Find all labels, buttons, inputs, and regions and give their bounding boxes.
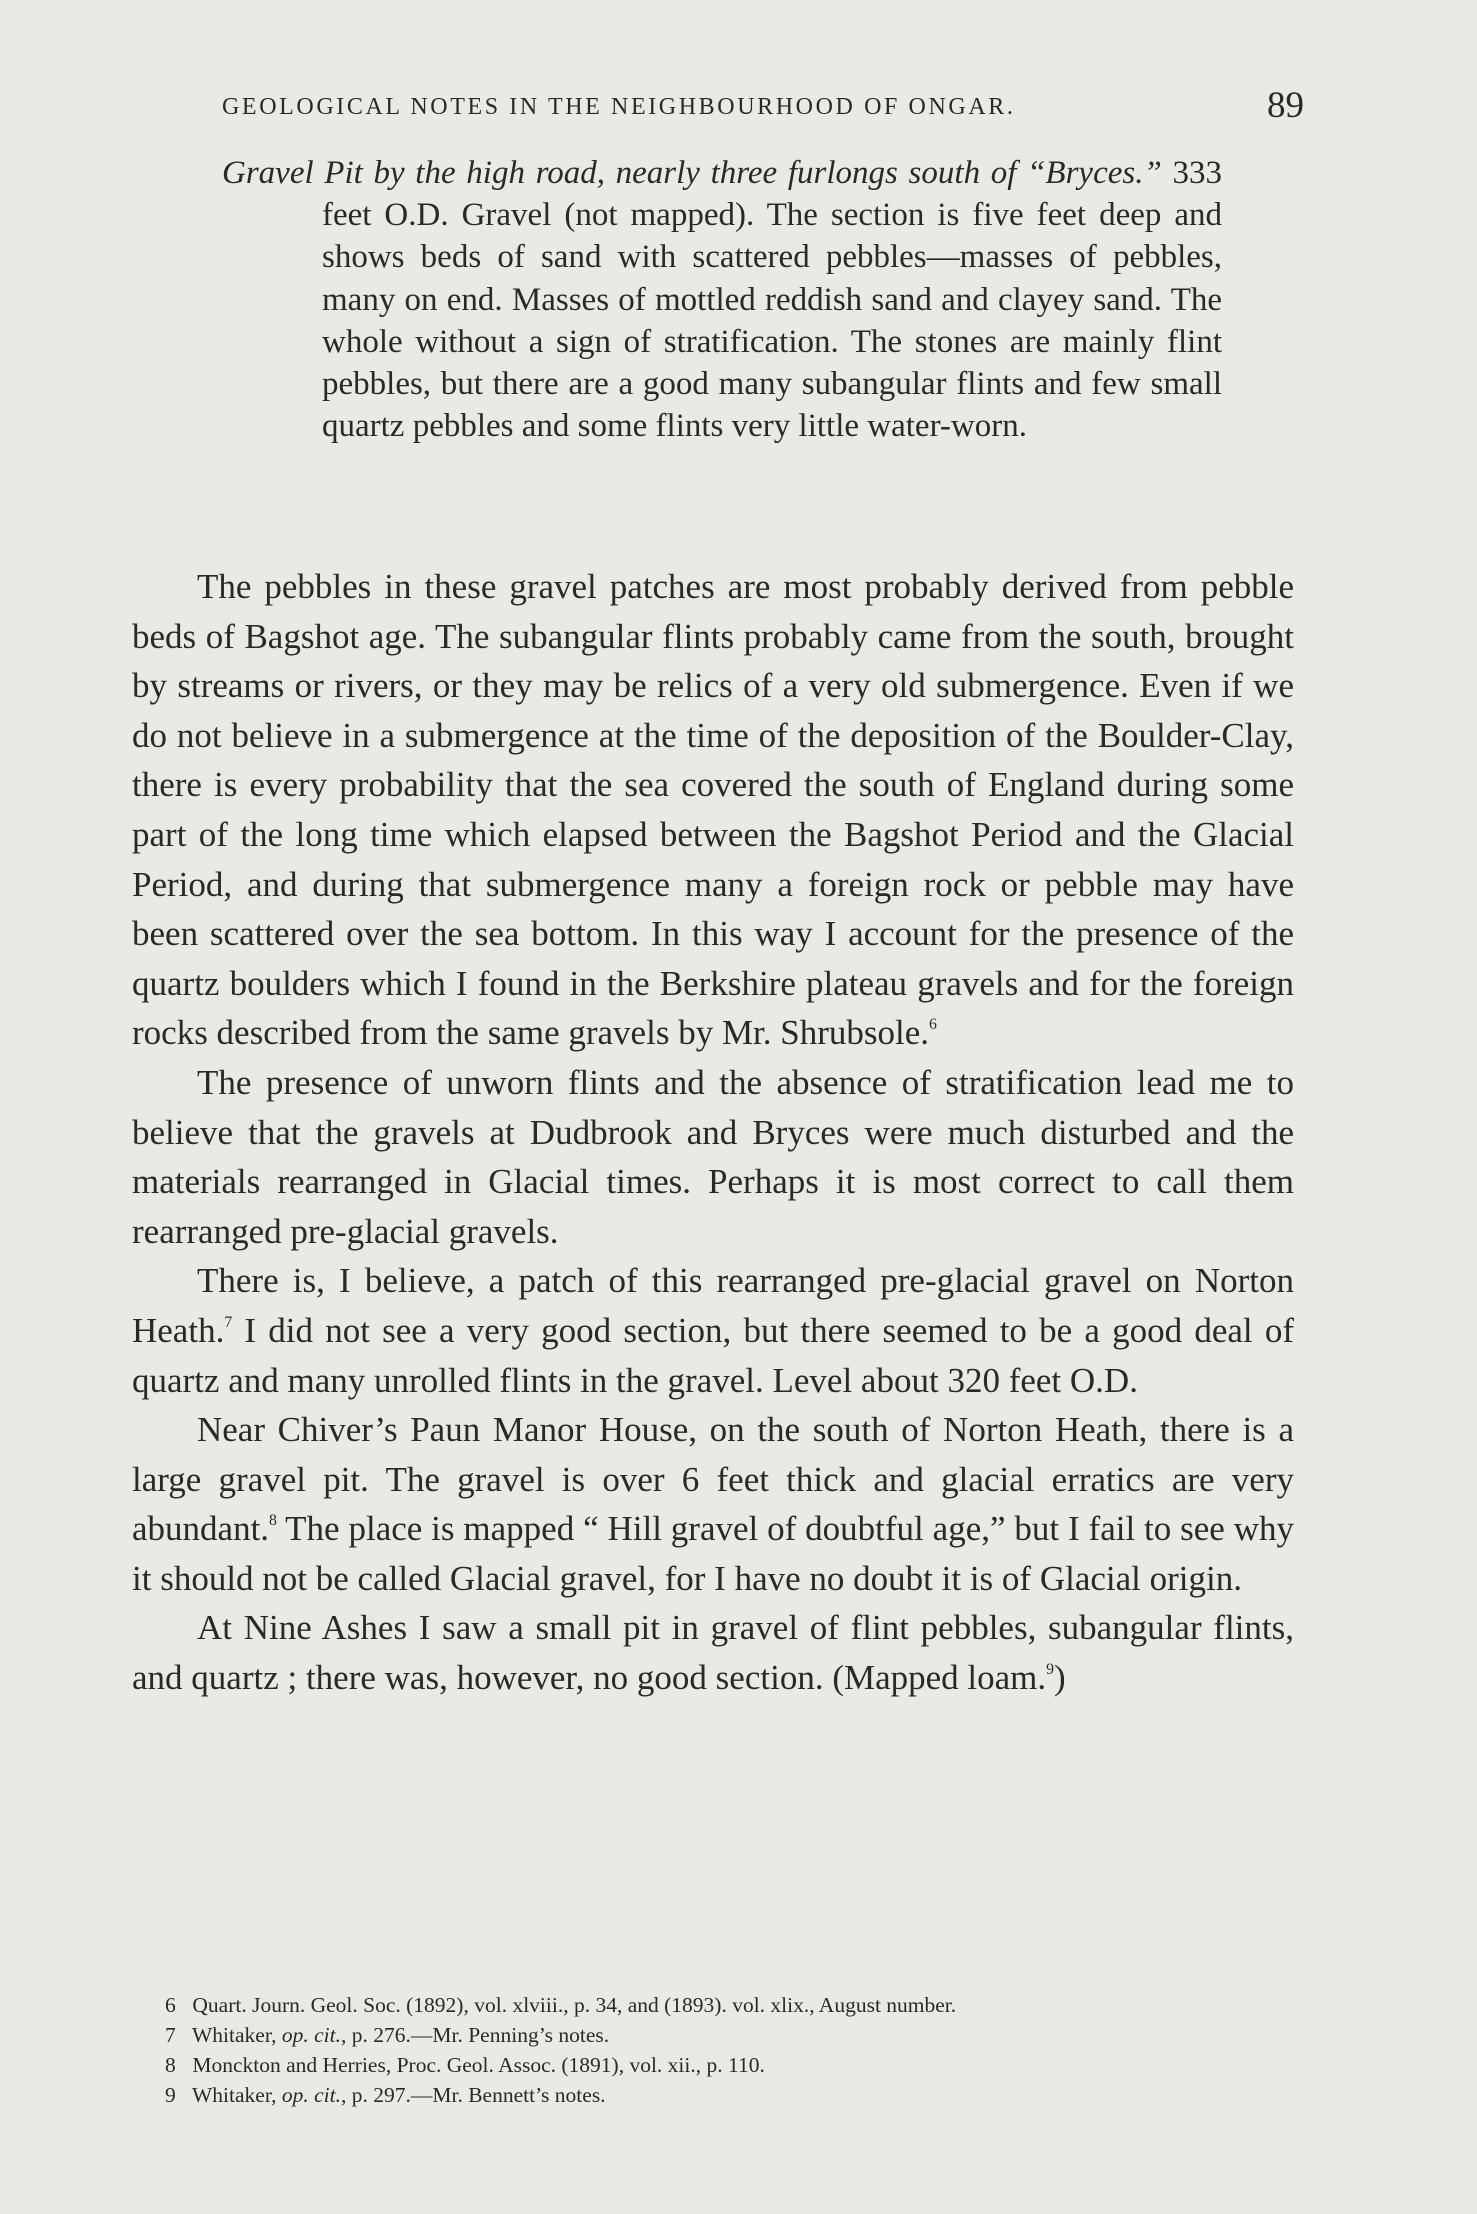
footnote-number: 8	[165, 2053, 176, 2077]
footnote-6	[165, 1990, 1275, 2020]
footnote-italic: op. cit.	[281, 2083, 341, 2107]
paragraph-5	[132, 1603, 1294, 1702]
paragraph-3-text-a: There is, I believe, a patch of this rearranged pre-glacial gravel on Norton Heath.	[132, 1261, 1294, 1350]
paragraph-5-text-b: )	[1054, 1658, 1066, 1698]
running-title: GEOLOGICAL NOTES IN THE NEIGHBOURHOOD OF ONGAR.	[222, 94, 1016, 120]
running-head	[222, 84, 1304, 132]
entry-place: Gravel Pit by the high road, nearly three furlongs south of “Bryces.”	[222, 155, 1162, 191]
footnote-number: 6	[165, 1993, 176, 2017]
footnote-text: Monckton and Herries, Proc. Geol. Assoc. (1891), vol. xii., p. 110.	[192, 2053, 765, 2077]
footnote-text-a: Whitaker,	[192, 2083, 282, 2107]
footnote-ref-7: 7	[224, 1313, 233, 1331]
paragraph-3	[132, 1256, 1294, 1405]
paragraph-2-text: The presence of unworn flints and the absence of stratification lead me to believe that the gravels at Dudbrook and Bryces were much disturbed and the materials rearranged in Glacial times. Perhaps it is most correct to call them rearranged pre-glacial gravels.	[132, 1062, 1294, 1251]
gravel-pit-entry	[222, 152, 1222, 447]
footnote-text-b: , p. 276.—Mr. Penning’s notes.	[341, 2023, 610, 2047]
footnote-text: Quart. Journ. Geol. Soc. (1892), vol. xlviii., p. 34, and (1893). vol. xlix., August number.	[192, 1993, 957, 2017]
body-text	[132, 562, 1294, 1703]
footnote-ref-6: 6	[929, 1016, 937, 1034]
paragraph-1-text: The pebbles in these gravel patches are most probably derived from pebble beds of Bagshot age. The subangular flints probably came from the south, brought by streams or rivers, or they may be relics of a very old submergence. Even if we do not believe in a submergence at the time of the deposition of the Boulder-Clay, there is every probability that the sea covered the south of England during some part of the long time which elapsed between the Bagshot Period and the Glacial Period, and during that submergence many a foreign rock or pebble may have been scattered over the sea bottom. In this way I account for the presence of the quartz boulders which I found in the Berkshire plateau gravels and for the foreign rocks described from the same gravels by Mr. Shrubsole.	[132, 567, 1294, 1053]
footnote-9	[165, 2080, 1275, 2110]
footnote-8	[165, 2050, 1275, 2080]
paragraph-5-text-a: At Nine Ashes I saw a small pit in gravel of flint pebbles, subangular flints, and quartz ; there was, however, no good section. (Mapped loam.	[132, 1608, 1294, 1698]
footnote-italic: op. cit.	[281, 2023, 341, 2047]
footnote-text-b: , p. 297.—Mr. Bennett’s notes.	[341, 2083, 606, 2107]
page-number: 89	[1267, 85, 1304, 126]
entry-details: 333 feet O.D. Gravel (not mapped). The section is five feet deep and shows beds of sand with scattered pebbles—masses of pebbles, many on end. Masses of mottled reddish sand and clayey sand. The whole without a sign of stratification. The stones are mainly flint pebbles, but there are a good many subangular flints and few small quartz pebbles and some flints very little water-worn.	[322, 155, 1222, 445]
footnote-number: 7	[165, 2023, 176, 2047]
footnote-ref-8: 8	[269, 1512, 277, 1530]
footnote-text-a: Whitaker,	[192, 2023, 282, 2047]
footnote-ref-9: 9	[1046, 1661, 1055, 1679]
paragraph-1	[132, 562, 1294, 1058]
paragraph-3-text-b: I did not see a very good section, but there seemed to be a good deal of quartz and many unrolled flints in the gravel. Level about 320 feet O.D.	[132, 1310, 1294, 1400]
footnote-number: 9	[165, 2083, 176, 2107]
paragraph-4	[132, 1405, 1294, 1603]
footnotes	[165, 1990, 1275, 2110]
paragraph-2	[132, 1058, 1294, 1256]
paragraph-4-text-b: The place is mapped “ Hill gravel of doubtful age,” but I fail to see why it should not be called Glacial gravel, for I have no doubt it is of Glacial origin.	[132, 1509, 1294, 1598]
paragraph-4-text-a: Near Chiver’s Paun Manor House, on the south of Norton Heath, there is a large gravel pit. The gravel is over 6 feet thick and glacial erratics are very abundant.	[132, 1410, 1294, 1549]
footnote-7	[165, 2020, 1275, 2050]
